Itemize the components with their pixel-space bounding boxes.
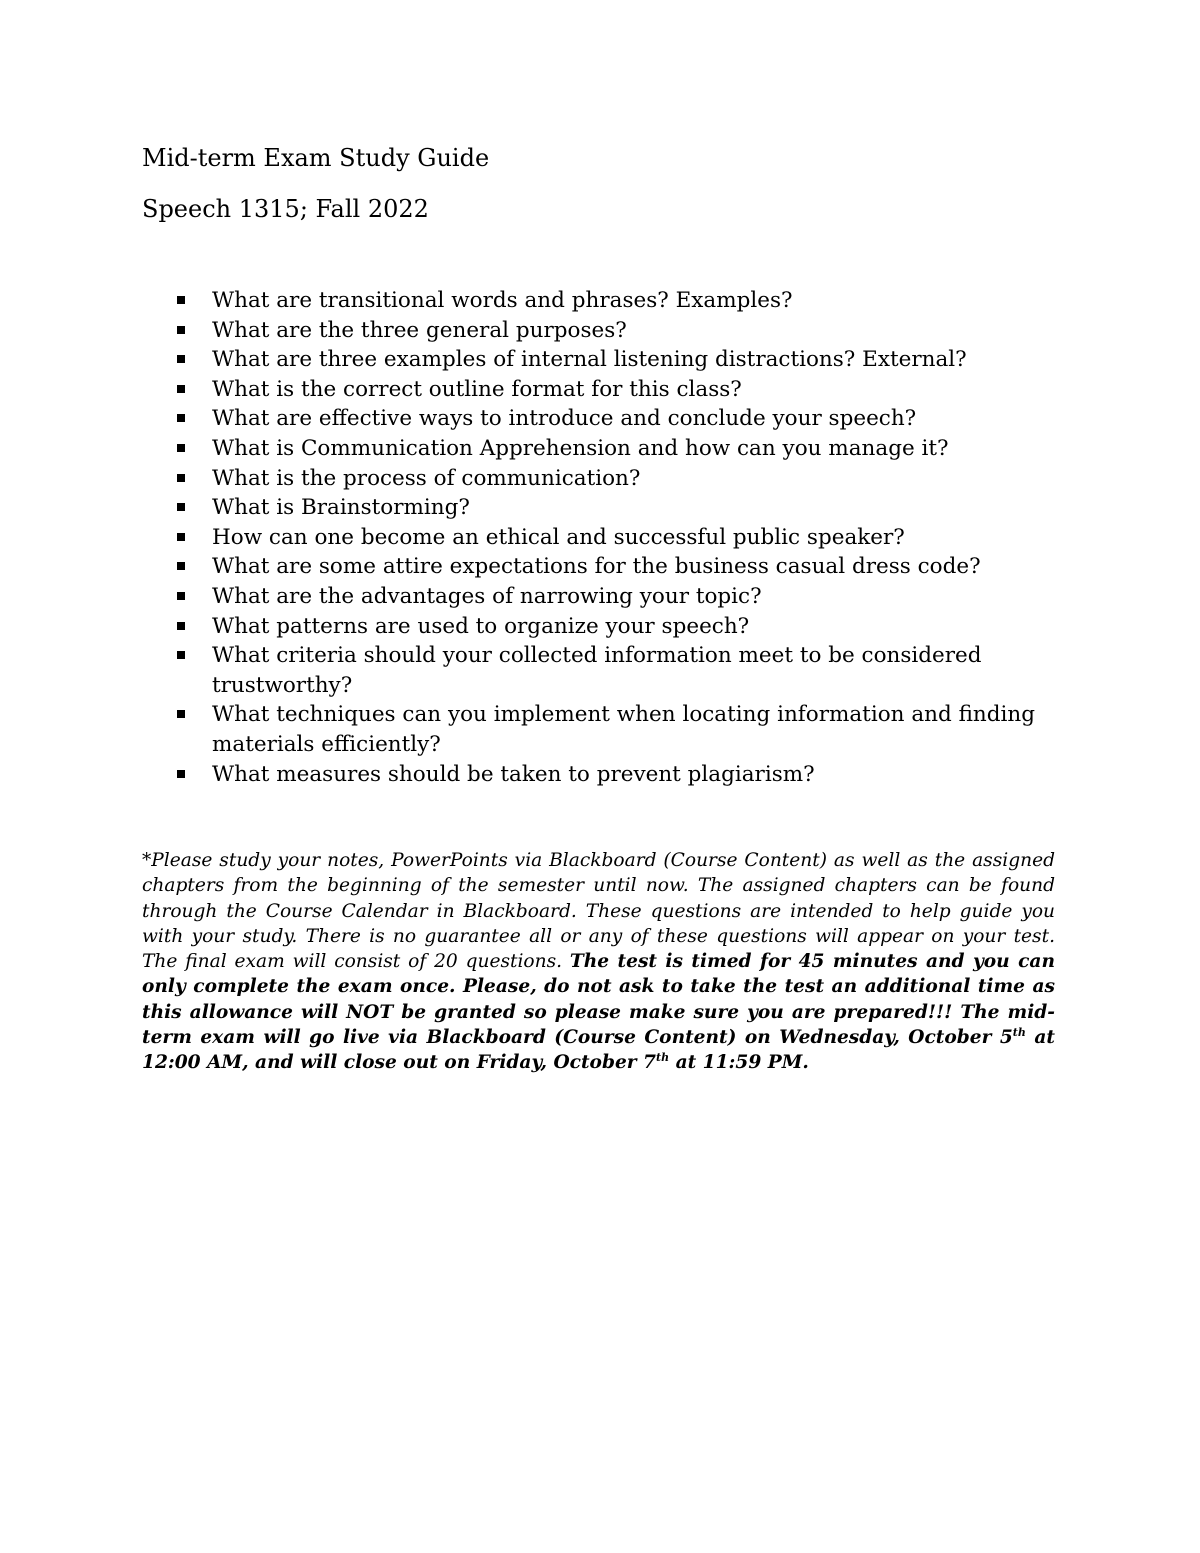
note-bold-part3: at 11:59 PM.	[669, 1052, 809, 1074]
question-text: What is Communication Apprehension and how can you manage it?	[212, 435, 949, 461]
question-item	[172, 404, 1062, 434]
question-text: What are some attire expectations for the business casual dress code?	[212, 554, 981, 580]
question-text: What is the process of communication?	[212, 465, 641, 491]
square-bullet-icon	[177, 385, 185, 393]
question-item	[172, 316, 1062, 346]
question-item	[172, 434, 1062, 464]
study-note	[142, 848, 1055, 1076]
square-bullet-icon	[177, 592, 185, 600]
square-bullet-icon	[177, 296, 185, 304]
question-text: What criteria should your collected information meet to be considered trustworthy?	[212, 643, 982, 698]
document-title: Mid-term Exam Study Guide	[142, 144, 490, 172]
square-bullet-icon	[177, 533, 185, 541]
question-text: What are the three general purposes?	[212, 317, 627, 343]
question-text: What is the correct outline format for this class?	[212, 376, 742, 402]
question-item	[172, 523, 1062, 553]
question-text: What are three examples of internal listening distractions? External?	[212, 347, 967, 373]
question-item	[172, 552, 1062, 582]
question-item	[172, 582, 1062, 612]
square-bullet-icon	[177, 622, 185, 630]
question-text: What are transitional words and phrases? Examples?	[212, 288, 793, 313]
question-text: What is Brainstorming?	[212, 495, 470, 521]
square-bullet-icon	[177, 562, 185, 570]
question-item	[172, 700, 1062, 759]
question-item	[172, 760, 1062, 790]
question-item	[172, 286, 1062, 316]
note-superscript-1: th	[1012, 1026, 1026, 1040]
question-item	[172, 493, 1062, 523]
square-bullet-icon	[177, 770, 185, 778]
question-list	[172, 286, 1062, 789]
document-subtitle: Speech 1315; Fall 2022	[142, 195, 429, 223]
note-intro: *Please study your notes, PowerPoints via Blackboard (Course Content) as well as the assigned chapters from the beginning of the semester until now. The assigned chapters can be found through the Course Calendar in Blackboard. These questions are intended to help guide you with your study. There is no guarantee all or any of these questions will appear on your test. The final exam will consist of 20 questions.	[142, 850, 1055, 973]
square-bullet-icon	[177, 651, 185, 659]
question-text: What are the advantages of narrowing your topic?	[212, 583, 762, 609]
question-item	[172, 464, 1062, 494]
question-text: What measures should be taken to prevent plagiarism?	[212, 761, 815, 787]
note-superscript-2: th	[656, 1051, 670, 1065]
square-bullet-icon	[177, 710, 185, 718]
question-item	[172, 641, 1062, 700]
question-text: How can one become an ethical and successful public speaker?	[212, 524, 905, 550]
square-bullet-icon	[177, 474, 185, 482]
square-bullet-icon	[177, 414, 185, 422]
note-bold-part1: The test is timed for 45 minutes and you can only complete the exam once. Please, do not ask to take the test an additional time as this allowance will NOT be granted so please make sure you are prepared!!! The mid-term exam will go live via Blackboard (Course Content) on Wednesday, October 5	[142, 951, 1055, 1049]
question-text: What are effective ways to introduce and conclude your speech?	[212, 406, 917, 432]
square-bullet-icon	[177, 355, 185, 363]
question-item	[172, 612, 1062, 642]
question-text: What techniques can you implement when locating information and finding materials efficiently?	[212, 702, 1036, 757]
question-item	[172, 375, 1062, 405]
question-item	[172, 345, 1062, 375]
square-bullet-icon	[177, 503, 185, 511]
question-text: What patterns are used to organize your speech?	[212, 613, 750, 639]
square-bullet-icon	[177, 444, 185, 452]
square-bullet-icon	[177, 326, 185, 334]
note-bold-part2: at 12:00 AM, and will close out on Friday, October 7	[142, 1027, 1055, 1074]
